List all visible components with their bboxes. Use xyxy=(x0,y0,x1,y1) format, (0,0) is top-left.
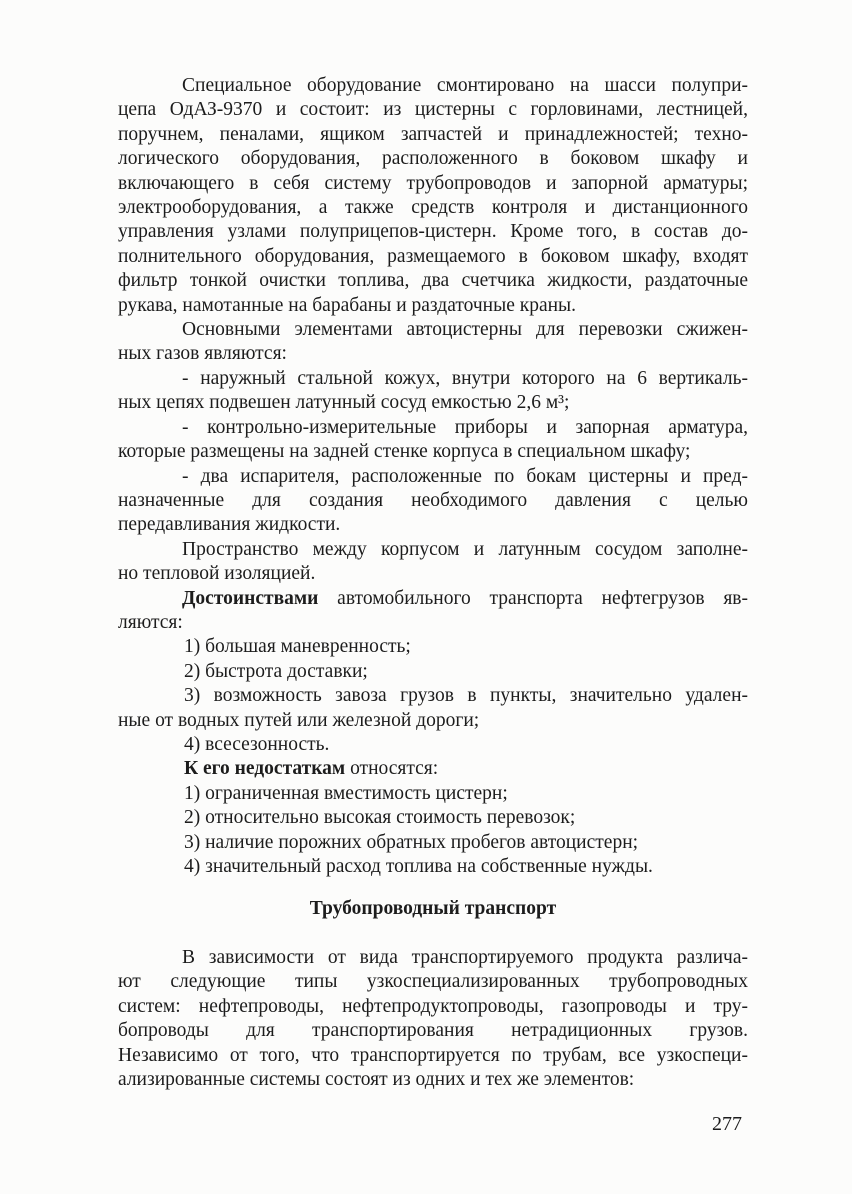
text-line: но тепловой изоляцией. xyxy=(118,563,316,585)
text-line: - два испарителя, расположенные по бокам цистерны и пред- xyxy=(182,465,748,487)
text-fragment: относятся: xyxy=(345,758,439,780)
text-line: полнительного оборудования, размещаемого в боковом шкафу, входят xyxy=(118,245,748,267)
list-item: 2) быстрота доставки; xyxy=(184,660,368,682)
text-line: цепа ОдАЗ-9370 и состоит: из цистерны с горловинами, лестницей, xyxy=(118,99,748,121)
list-item: 1) ограниченная вместимость цистерн; xyxy=(184,782,508,804)
text-fragment: автомобильного транспорта нефтегрузов яв- xyxy=(318,587,748,609)
text-line: логического оборудования, расположенного в боковом шкафу и xyxy=(118,148,748,170)
text-line: которые размещены на задней стенке корпуса в специальном шкафу; xyxy=(118,441,691,463)
text-line: ных цепях подвешен латунный сосуд емкостью 2,6 м³; xyxy=(118,392,570,414)
list-item-continuation: ные от водных путей или железной дороги; xyxy=(118,709,480,731)
list-item: 4) всесезонность. xyxy=(184,733,330,755)
text-line: систем: нефтепроводы, нефтепродуктопроводы, газопроводы и тру- xyxy=(118,995,748,1017)
list-item: 3) возможность завоза грузов в пункты, значительно удален- xyxy=(184,685,748,707)
text-line xyxy=(118,587,748,611)
list-item: 2) относительно высокая стоимость перевозок; xyxy=(184,807,576,829)
text-line: ют следующие типы узкоспециализированных трубопроводных xyxy=(118,971,748,993)
list-item: 3) наличие порожних обратных пробегов автоцистерн; xyxy=(184,831,639,853)
text-line: Основными элементами автоцистерны для перевозки сжижен- xyxy=(182,319,748,341)
body-text xyxy=(118,74,748,879)
text-line: назначенные для создания необходимого давления с целью xyxy=(118,489,748,511)
text-line: бопроводы для транспортирования нетрадиционных грузов. xyxy=(118,1020,748,1042)
text-line: - наружный стальной кожух, внутри которого на 6 вертикаль- xyxy=(182,367,748,389)
list-item: 1) большая маневренность; xyxy=(184,636,411,658)
text-line: Пространство между корпусом и латунным сосудом заполне- xyxy=(182,538,748,560)
text-line: ализированные системы состоят из одних и тех же элементов: xyxy=(118,1069,635,1091)
text-line: электрооборудования, а также средств контроля и дистанционного xyxy=(118,197,748,219)
text-line: В зависимости от вида транспортируемого продукта различа- xyxy=(182,947,748,968)
text-line: Независимо от того, что транспортируется по трубам, все узкоспеци- xyxy=(118,1044,748,1066)
text-line: фильтр тонкой очистки топлива, два счетчика жидкости, раздаточные xyxy=(118,270,748,292)
text-line: - контрольно-измерительные приборы и запорная арматура, xyxy=(182,416,748,438)
section-body xyxy=(118,946,748,1092)
text-line: управления узлами полуприцепов-цистерн. Кроме того, в состав до- xyxy=(118,221,748,243)
text-line: включающего в себя систему трубопроводов и запорной арматуры; xyxy=(118,172,748,194)
text-line: передавливания жидкости. xyxy=(118,514,341,536)
emphasis-disadvantages: К его недостаткам xyxy=(184,758,346,780)
list-item: 4) значительный расход топлива на собственные нужды. xyxy=(184,856,653,877)
text-line xyxy=(118,757,748,781)
text-line: ных газов являются: xyxy=(118,343,287,365)
page-number: 277 xyxy=(712,1113,742,1135)
text-line: ляются: xyxy=(118,611,183,633)
section-heading: Трубопроводный транспорт xyxy=(309,898,557,919)
text-line: рукава, намотанные на барабаны и раздаточные краны. xyxy=(118,294,577,316)
text-line: Специальное оборудование смонтировано на шасси полупри- xyxy=(182,75,748,96)
emphasis-advantages: Достоинствами xyxy=(182,587,319,609)
text-line: поручнем, пеналами, ящиком запчастей и принадлежностей; техно- xyxy=(118,123,748,145)
